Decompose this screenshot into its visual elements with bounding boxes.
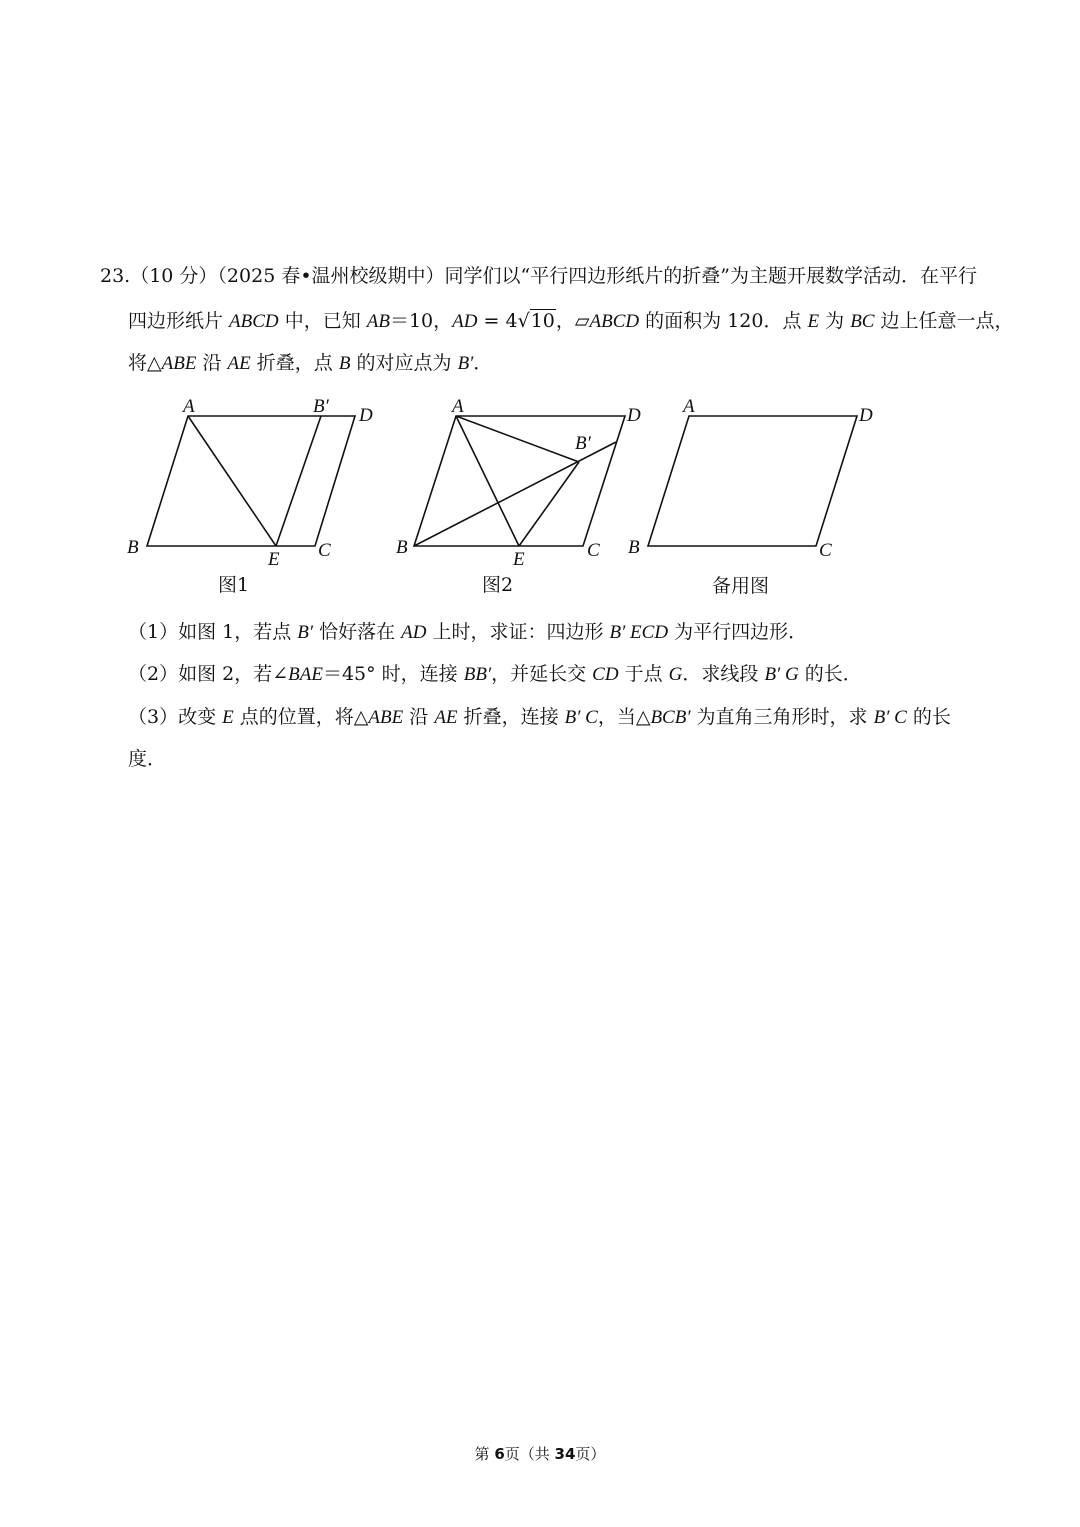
text: 折叠，连接 bbox=[457, 706, 565, 728]
text: 折叠，点 bbox=[250, 352, 339, 374]
fig1-label-B: B bbox=[127, 537, 139, 558]
text: = 4 bbox=[477, 310, 518, 332]
fig2-label-B: B bbox=[396, 537, 408, 558]
text: 中，已知 bbox=[278, 310, 367, 332]
text: 的对应点为 bbox=[350, 352, 458, 374]
fig2-label-C: C bbox=[587, 540, 600, 561]
fig3-label-D: D bbox=[859, 405, 873, 426]
text: ＝10， bbox=[389, 310, 453, 332]
footer-text: 页） bbox=[575, 1445, 606, 1463]
problem-line-3 bbox=[128, 350, 492, 377]
question-3 bbox=[128, 704, 951, 731]
text: 四边形纸片 bbox=[128, 310, 230, 332]
fig2-segment-EBp bbox=[519, 462, 579, 546]
text: ＝45° 时，连接 bbox=[322, 663, 464, 685]
footer-text: 页（共 bbox=[504, 1445, 555, 1463]
problem-line-2 bbox=[128, 308, 1014, 335]
math: E bbox=[807, 311, 820, 332]
math: BAE bbox=[288, 664, 323, 685]
fig1-segment-AE bbox=[188, 416, 276, 546]
fig3-label-B: B bbox=[628, 537, 640, 558]
fig3-parallelogram bbox=[648, 416, 857, 546]
text: 将△ bbox=[128, 352, 162, 374]
math: B′ bbox=[457, 353, 474, 374]
text: 恰好落在 bbox=[313, 621, 402, 643]
page-number: 6 bbox=[494, 1445, 505, 1463]
text: 的长． bbox=[798, 663, 862, 685]
text: ． bbox=[473, 352, 493, 374]
text: 沿 bbox=[403, 706, 435, 728]
question-1 bbox=[128, 619, 807, 646]
fig1-label-A: A bbox=[183, 396, 195, 417]
math: ABCD bbox=[589, 311, 640, 332]
math: B bbox=[338, 353, 351, 374]
fig1-segment-EBp bbox=[276, 416, 321, 546]
text: 为 bbox=[819, 310, 851, 332]
fig2-label-E: E bbox=[513, 549, 525, 570]
question-3-continued bbox=[128, 746, 166, 772]
text: （1）如图 1，若点 bbox=[128, 621, 298, 643]
problem-line-1 bbox=[100, 263, 977, 289]
text: ，当△ bbox=[597, 706, 651, 728]
text: 点的位置，将△ bbox=[233, 706, 369, 728]
fig1-label-D: D bbox=[359, 405, 373, 426]
footer-text: 第 bbox=[474, 1445, 495, 1463]
figures-svg bbox=[120, 390, 890, 605]
math: BC bbox=[850, 311, 875, 332]
math: AE bbox=[434, 707, 458, 728]
math: BCB′ bbox=[650, 707, 691, 728]
page-footer bbox=[0, 1443, 1080, 1464]
math: BB′ bbox=[463, 664, 492, 685]
math: ABE bbox=[161, 353, 197, 374]
text: 的面积为 120．点 bbox=[639, 310, 808, 332]
text: 边上任意一点， bbox=[874, 310, 1014, 332]
sqrt-symbol: √ bbox=[517, 310, 530, 332]
math: AD bbox=[401, 622, 427, 643]
text: 的长 bbox=[906, 706, 951, 728]
math: B′ ECD bbox=[609, 622, 669, 643]
figures-row bbox=[120, 390, 890, 605]
math: AB bbox=[366, 311, 390, 332]
text: 度． bbox=[128, 748, 167, 770]
text: （2）如图 2，若∠ bbox=[128, 663, 289, 685]
fig1-label-Bp: B′ bbox=[313, 396, 329, 417]
fig2-segment-BG bbox=[414, 442, 616, 546]
math: ABCD bbox=[229, 311, 279, 332]
math: B′ bbox=[297, 622, 314, 643]
math: AD bbox=[452, 311, 478, 332]
text: 于点 bbox=[618, 663, 669, 685]
fig2-label-Bp: B′ bbox=[575, 433, 591, 454]
math: E bbox=[222, 707, 234, 728]
text: 为平行四边形． bbox=[668, 621, 808, 643]
math: B′ C bbox=[564, 707, 598, 728]
text: ．求线段 bbox=[682, 663, 765, 685]
math: B′ G bbox=[764, 664, 799, 685]
sqrt-radicand: 10 bbox=[530, 310, 555, 332]
math: B′ C bbox=[873, 707, 907, 728]
fig2-label-D: D bbox=[627, 405, 641, 426]
math: G bbox=[668, 664, 683, 685]
fig1-parallelogram bbox=[147, 416, 355, 546]
fig2-label-A: A bbox=[452, 396, 464, 417]
fig3-label-A: A bbox=[683, 396, 695, 417]
math: AE bbox=[227, 353, 251, 374]
fig1-label-C: C bbox=[318, 540, 331, 561]
text: 沿 bbox=[196, 352, 228, 374]
text: 为直角三角形时，求 bbox=[690, 706, 874, 728]
fig1-caption: 图1 bbox=[218, 574, 250, 596]
math: CD bbox=[592, 664, 619, 685]
problem-header: 23.（10 分）（2025 春•温州校级期中）同学们以“平行四边形纸片的折叠”为主题开展数学活动．在平行 bbox=[100, 265, 977, 287]
fig2-caption: 图2 bbox=[482, 574, 514, 596]
text: ，并延长交 bbox=[491, 663, 593, 685]
fig2-parallelogram bbox=[414, 416, 625, 546]
question-2 bbox=[128, 661, 862, 688]
text: ，▱ bbox=[555, 310, 590, 332]
fig1-label-E: E bbox=[268, 549, 280, 570]
text: （3）改变 bbox=[128, 706, 223, 728]
text: 上时，求证：四边形 bbox=[426, 621, 610, 643]
fig3-caption: 备用图 bbox=[712, 575, 770, 597]
math: ABE bbox=[368, 707, 404, 728]
fig3-label-C: C bbox=[819, 540, 832, 561]
page-total: 34 bbox=[554, 1445, 576, 1463]
